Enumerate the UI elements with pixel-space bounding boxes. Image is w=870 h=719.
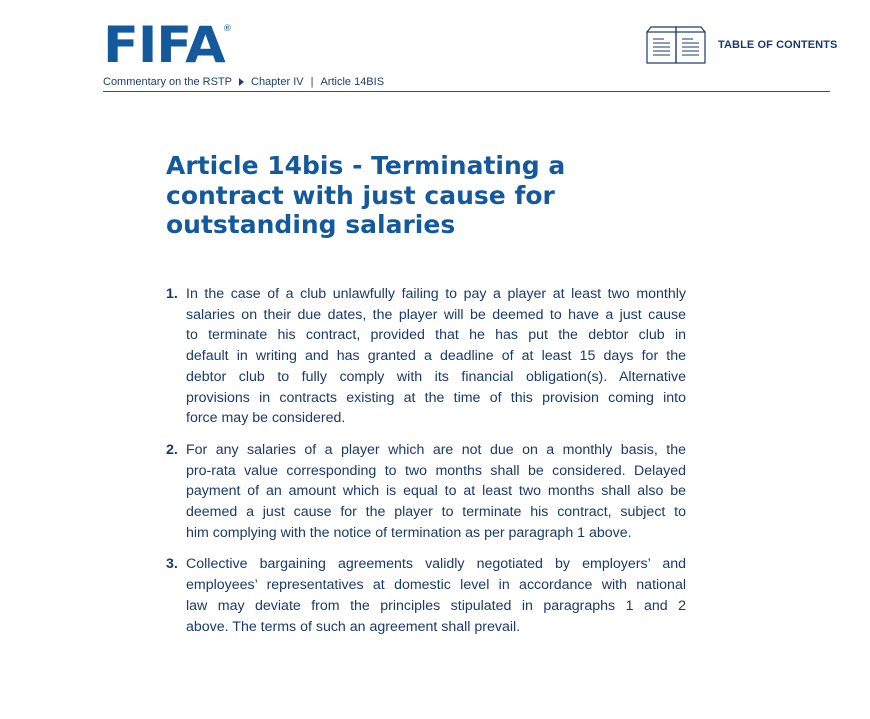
fifa-logo: [103, 16, 232, 74]
article-title: [166, 151, 666, 240]
article-paragraphs: [166, 284, 686, 648]
paragraph-item-1: [166, 284, 686, 429]
text-line: law may deviate from the principles stipulated in paragraphs 1 and 2: [186, 597, 686, 614]
paragraph-text: [186, 284, 686, 429]
text-line: debtor club to fully comply with its financial obligation(s). Alternative: [186, 368, 686, 385]
text-line: pro-rata value corresponding to two months shall be considered. Delayed: [186, 462, 686, 479]
text-line: force may be considered.: [186, 410, 346, 427]
breadcrumb-chapter[interactable]: Chapter IV: [251, 76, 304, 88]
breadcrumb-arrow-icon: [239, 78, 244, 86]
text-line: deemed a just cause for the player to terminate his contract, subject to: [186, 504, 686, 521]
paragraph-number: 1.: [166, 286, 178, 302]
text-line: above. The terms of such an agreement shall prevail.: [186, 618, 521, 635]
text-line: to terminate his contract, provided that he has put the debtor club in: [186, 327, 686, 344]
paragraph-item-2: [166, 440, 686, 544]
registered-mark: ®: [222, 24, 232, 34]
breadcrumb-article: Article 14BIS: [320, 76, 385, 88]
breadcrumb: [103, 76, 384, 88]
header-divider: [103, 91, 830, 92]
title-line: Article 14bis - Terminating a: [166, 151, 566, 180]
text-line: For any salaries of a player which are not due on a monthly basis, the: [186, 441, 686, 458]
table-of-contents-link[interactable]: [646, 26, 837, 64]
text-line: salaries on their due dates, the player will be deemed to have a just cause: [186, 306, 686, 323]
title-line: contract with just cause for: [166, 180, 555, 210]
text-line: employees’ representatives at domestic level in accordance with national: [186, 577, 686, 594]
paragraph-number: 2.: [166, 441, 178, 458]
toc-label: TABLE OF CONTENTS: [718, 39, 838, 51]
paragraph-text: [186, 440, 686, 544]
paragraph-number: 3.: [166, 556, 178, 573]
text-line: payment of an amount which is equal to at least two months shall also be: [186, 483, 686, 500]
breadcrumb-separator: |: [310, 76, 314, 88]
text-line: Collective bargaining agreements validly negotiated by employers’ and: [186, 556, 686, 573]
open-book-icon: [646, 26, 706, 64]
logo-wordmark: FIFA: [103, 16, 225, 74]
paragraph-item-3: [166, 554, 686, 637]
text-line: In the case of a club unlawfully failing to pay a player at least two monthly: [186, 286, 686, 302]
breadcrumb-commentary[interactable]: Commentary on the RSTP: [103, 76, 232, 88]
text-line: default in writing and has granted a deadline of at least 15 days for the: [186, 348, 686, 365]
text-line: him complying with the notice of termination as per paragraph 1 above.: [186, 524, 632, 541]
text-line: provisions in contracts existing at the time of this provision coming into: [186, 389, 686, 406]
paragraph-text: [186, 554, 686, 637]
title-line: outstanding salaries: [166, 210, 456, 239]
